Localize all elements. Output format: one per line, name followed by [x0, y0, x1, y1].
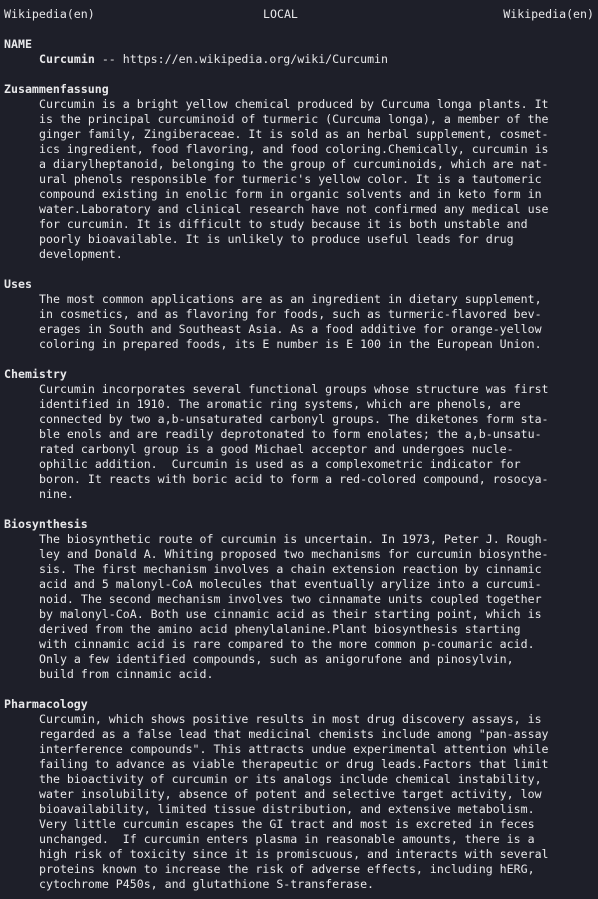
- text-line: failing to advance as viable therapeutic or drug leads.Factors that limit: [39, 757, 549, 771]
- section-heading: Pharmacology: [4, 697, 88, 711]
- page-title: Curcumin: [39, 52, 95, 66]
- text-line: ural phenols responsible for turmeric's yellow color. It is a tautomeric: [39, 172, 542, 186]
- section-heading: Zusammenfassung: [4, 82, 109, 96]
- text-line: nine.: [39, 487, 74, 501]
- text-line: by malonyl-CoA. Both use cinnamic acid as their starting point, which is: [39, 607, 542, 621]
- text-line: high risk of toxicity since it is promiscuous, and interacts with several: [39, 847, 549, 861]
- section-body: [39, 532, 559, 682]
- text-line: ophilic addition. Curcumin is used as a complexometric indicator for: [39, 457, 521, 471]
- header-right: Wikipedia(en): [503, 7, 594, 21]
- text-line: coloring in prepared foods, its E number is E 100 in the European Union.: [39, 337, 542, 351]
- article-url[interactable]: https://en.wikipedia.org/wiki/Curcumin: [122, 52, 389, 66]
- text-line: ley and Donald A. Whiting proposed two mechanisms for curcumin biosynthe-: [39, 547, 549, 561]
- sections-container: [4, 82, 594, 892]
- text-line: development.: [39, 247, 123, 261]
- section-uses: [4, 277, 594, 352]
- text-line: noid. The second mechanism involves two cinnamate units coupled together: [39, 592, 542, 606]
- text-line: cytochrome P450s, and glutathione S-transferase.: [39, 877, 375, 891]
- text-line: build from cinnamic acid.: [39, 667, 214, 681]
- text-line: compound existing in enolic form in organic solvents and in keto form in: [39, 187, 542, 201]
- section-pharmacology: [4, 697, 594, 892]
- section-biosynthesis: [4, 517, 594, 682]
- text-line: identified in 1910. The aromatic ring systems, which are phenols, are: [39, 397, 521, 411]
- text-line: The most common applications are as an ingredient in dietary supplement,: [39, 292, 542, 306]
- section-body: [39, 712, 559, 892]
- text-line: The biosynthetic route of curcumin is uncertain. In 1973, Peter J. Rough-: [39, 532, 549, 546]
- section-body: [39, 292, 559, 352]
- text-line: in cosmetics, and as flavoring for foods, such as turmeric-flavored bev-: [39, 307, 542, 321]
- text-line: acid and 5 malonyl-CoA molecules that eventually arylize into a curcumi-: [39, 577, 542, 591]
- section-body: [39, 382, 559, 502]
- text-line: proteins known to increase the risk of adverse effects, including hERG,: [39, 862, 535, 876]
- text-line: Only a few identified compounds, such as anigorufone and pinosylvin,: [39, 652, 514, 666]
- text-line: Curcumin incorporates several functional groups whose structure was first: [39, 382, 549, 396]
- text-line: sis. The first mechanism involves a chain extension reaction by cinnamic: [39, 562, 542, 576]
- header-center: LOCAL: [263, 7, 298, 21]
- section-heading: Chemistry: [4, 367, 67, 381]
- text-line: the bioactivity of curcumin or its analogs include chemical instability,: [39, 772, 542, 786]
- text-line: bioavailability, limited tissue distribution, and extensive metabolism.: [39, 802, 535, 816]
- text-line: ics ingredient, food flavoring, and food coloring.Chemically, curcumin is: [39, 142, 549, 156]
- text-line: derived from the amino acid phenylalanine.Plant biosynthesis starting: [39, 622, 521, 636]
- text-line: rated carbonyl group is a good Michael acceptor and undergoes nucle-: [39, 442, 514, 456]
- name-section: [4, 37, 594, 67]
- text-line: with cinnamic acid is rare compared to the more common p-coumaric acid.: [39, 637, 535, 651]
- text-line: interference compounds". This attracts undue experimental attention while: [39, 742, 549, 756]
- text-line: connected by two a,b-unsaturated carbonyl groups. The diketones form sta-: [39, 412, 549, 426]
- name-heading: NAME: [4, 37, 32, 51]
- section-body: [39, 97, 559, 262]
- text-line: for curcumin. It is difficult to study because it is both unstable and: [39, 217, 528, 231]
- text-line: water.Laboratory and clinical research have not confirmed any medical use: [39, 202, 549, 216]
- text-line: water insolubility, absence of potent and selective target activity, low: [39, 787, 542, 801]
- header-left: Wikipedia(en): [4, 7, 95, 21]
- text-line: ginger family, Zingiberaceae. It is sold as an herbal supplement, cosmet-: [39, 127, 549, 141]
- text-line: ble enols and are readily deprotonated to form enolates; the a,b-unsatu-: [39, 427, 542, 441]
- text-line: poorly bioavailable. It is unlikely to produce useful leads for drug: [39, 232, 514, 246]
- man-header: [4, 7, 594, 22]
- text-line: unchanged. If curcumin enters plasma in reasonable amounts, there is a: [39, 832, 535, 846]
- text-line: a diarylheptanoid, belonging to the group of curcuminoids, which are nat-: [39, 157, 549, 171]
- text-line: Very little curcumin escapes the GI tract and most is excreted in feces: [39, 817, 535, 831]
- name-line: [39, 52, 559, 67]
- text-line: erages in South and Southeast Asia. As a food additive for orange-yellow: [39, 322, 542, 336]
- section-chemistry: [4, 367, 594, 502]
- text-line: regarded as a false lead that medicinal chemists include among "pan-assay: [39, 727, 549, 741]
- text-line: boron. It reacts with boric acid to form a red-colored compound, rosocya-: [39, 472, 549, 486]
- section-zusammenfassung: [4, 82, 594, 262]
- text-line: Curcumin is a bright yellow chemical produced by Curcuma longa plants. It: [39, 97, 549, 111]
- text-line: is the principal curcuminoid of turmeric (Curcuma longa), a member of the: [39, 112, 549, 126]
- section-heading: Uses: [4, 277, 32, 291]
- text-line: Curcumin, which shows positive results in most drug discovery assays, is: [39, 712, 542, 726]
- section-heading: Biosynthesis: [4, 517, 88, 531]
- name-separator: --: [94, 52, 123, 66]
